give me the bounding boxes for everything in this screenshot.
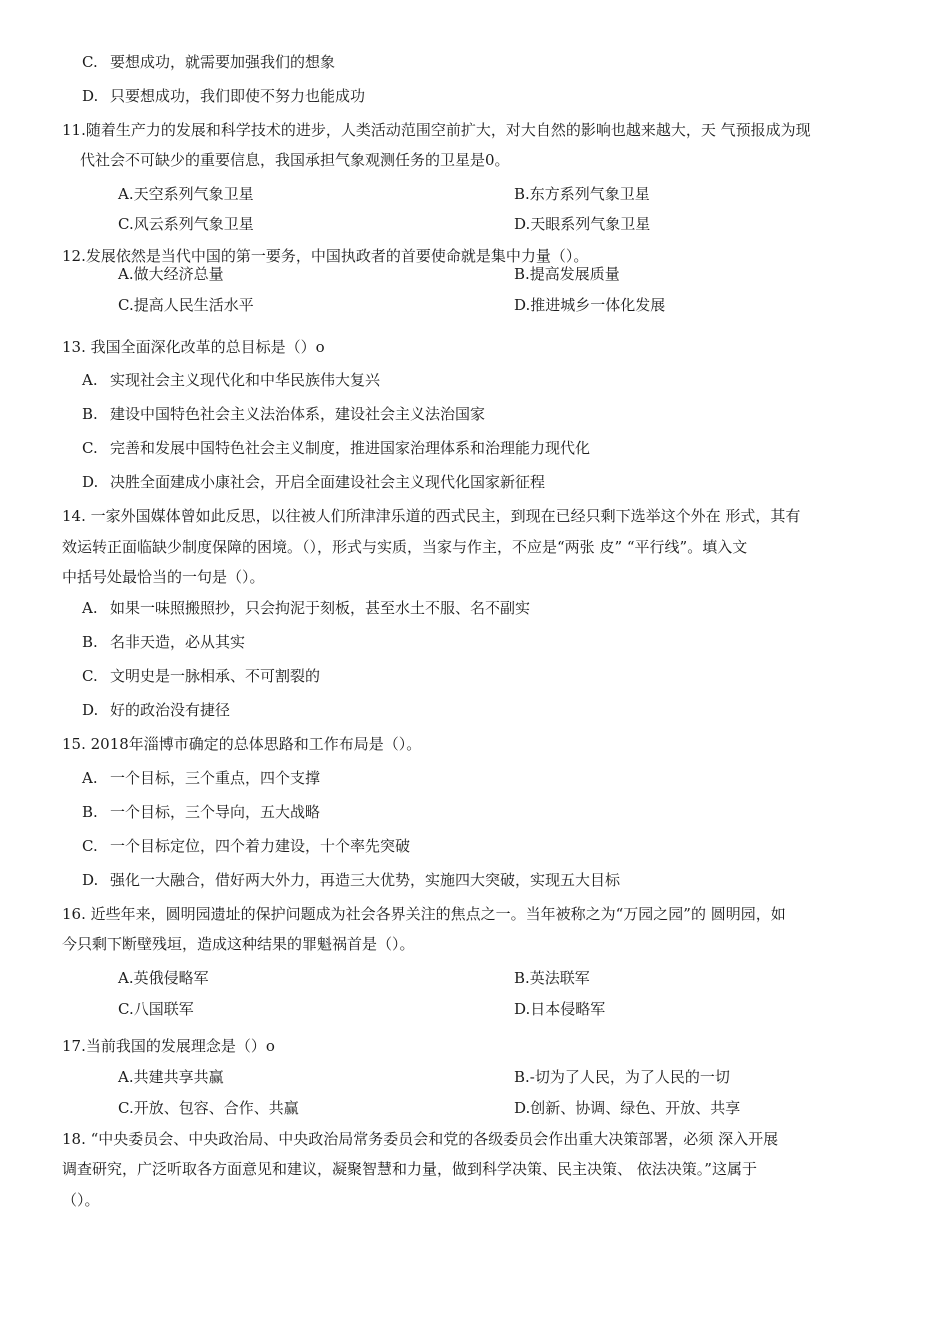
q14-stem-line3: 中括号处最恰当的一句是（）。 xyxy=(62,568,265,586)
q17-option-d: D.创新、协调、绿色、开放、共享 xyxy=(514,1099,741,1117)
q14-option-c xyxy=(82,666,320,686)
q11-option-d: D.天眼系列气象卫星 xyxy=(514,215,651,233)
option-label: D. xyxy=(82,473,99,491)
option-text: 完善和发展中国特色社会主义制度，推进国家治理体系和治理能力现代化 xyxy=(110,439,591,457)
option-text: 好的政治没有捷径 xyxy=(110,701,231,719)
option-label: C. xyxy=(82,667,98,685)
q11-stem-line1: 11.随着生产力的发展和科学技术的进步，人类活动范围空前扩大，对大自然的影响也越来越大，天 气预报成为现 xyxy=(62,121,811,139)
q14-option-a xyxy=(82,598,530,618)
q15-stem: 15. 2018年淄博市确定的总体思路和工作布局是（）。 xyxy=(62,735,422,753)
option-label: D. xyxy=(82,871,99,889)
q12-option-a: A.做大经济总量 xyxy=(118,265,224,283)
option-text: 如果一味照搬照抄，只会拘泥于刻板，甚至水土不服、名不副实 xyxy=(110,599,531,617)
option-text: 只要想成功，我们即使不努力也能成功 xyxy=(110,87,366,105)
option-label: C. xyxy=(82,53,98,71)
q15-option-b xyxy=(82,802,320,822)
option-text: 实现社会主义现代化和中华民族伟大复兴 xyxy=(110,371,381,389)
q11-option-b: B.东方系列气象卫星 xyxy=(514,185,650,203)
q15-option-a xyxy=(82,768,320,788)
option-text: 要想成功，就需要加强我们的想象 xyxy=(110,53,336,71)
option-text: 一个目标定位，四个着力建设，十个率先突破 xyxy=(110,837,411,855)
q18-stem-line3: （）。 xyxy=(62,1191,100,1209)
option-label: B. xyxy=(82,633,98,651)
option-label: A. xyxy=(82,599,98,617)
q12-option-c: C.提高人民生活水平 xyxy=(118,296,254,314)
q17-option-c: C.开放、包容、合作、共赢 xyxy=(118,1099,299,1117)
q11-option-c: C.风云系列气象卫星 xyxy=(118,215,254,233)
q13-option-d xyxy=(82,472,545,492)
q14-stem-line1: 14. 一家外国媒体曾如此反思，以往被人们所津津乐道的西式民主，到现在已经只剩下选举这个外在 形式，其有 xyxy=(62,507,801,525)
q11-option-a: A.天空系列气象卫星 xyxy=(118,185,254,203)
option-label: C. xyxy=(82,439,98,457)
q10-option-d xyxy=(82,86,365,106)
option-label: C. xyxy=(82,837,98,855)
q16-stem-line2: 今只剩下断壁残垣，造成这种结果的罪魁祸首是（）。 xyxy=(62,935,415,953)
q13-option-a xyxy=(82,370,380,390)
option-text: 一个目标，三个重点，四个支撑 xyxy=(110,769,321,787)
option-text: 一个目标，三个导向，五大战略 xyxy=(110,803,321,821)
q13-stem: 13. 我国全面深化改革的总目标是（）o xyxy=(62,338,325,356)
q18-stem-line2: 调查研究，广泛听取各方面意见和建议，凝聚智慧和力量，做到科学决策、民主决策、 依法决策。”这属于 xyxy=(62,1160,757,1178)
q14-option-d xyxy=(82,700,230,720)
q10-option-c xyxy=(82,52,335,72)
option-text: 名非天造，必从其实 xyxy=(110,633,246,651)
q15-option-d xyxy=(82,870,620,890)
q18-stem-line1: 18. “中央委员会、中央政治局、中央政治局常务委员会和党的各级委员会作出重大决策部署，必须 深入开展 xyxy=(62,1130,779,1148)
q16-option-c: C.八国联军 xyxy=(118,1000,194,1018)
option-label: A. xyxy=(82,769,98,787)
q12-option-d: D.推进城乡一体化发展 xyxy=(514,296,666,314)
option-text: 建设中国特色社会主义法治体系，建设社会主义法治国家 xyxy=(110,405,486,423)
q12-option-b: B.提高发展质量 xyxy=(514,265,620,283)
q16-option-d: D.日本侵略军 xyxy=(514,1000,606,1018)
option-label: B. xyxy=(82,803,98,821)
q13-option-c xyxy=(82,438,590,458)
option-label: D. xyxy=(82,701,99,719)
q16-option-a: A.英俄侵略军 xyxy=(118,969,209,987)
q17-option-a: A.共建共享共赢 xyxy=(118,1068,224,1086)
q11-stem-line2: 代社会不可缺少的重要信息，我国承担气象观测任务的卫星是0。 xyxy=(80,151,510,169)
option-text: 决胜全面建成小康社会，开启全面建设社会主义现代化国家新征程 xyxy=(110,473,546,491)
option-label: A. xyxy=(82,371,98,389)
q16-stem-line1: 16. 近些年来，圆明园遗址的保护问题成为社会各界关注的焦点之一。当年被称之为“万园之园”的 圆明园，如 xyxy=(62,905,786,923)
option-label: D. xyxy=(82,87,99,105)
q16-option-b: B.英法联军 xyxy=(514,969,590,987)
q14-stem-line2: 效运转正面临缺少制度保障的困境。（），形式与实质，当家与作主，不应是“两张 皮” “平行线”。填入文 xyxy=(62,538,748,556)
option-label: B. xyxy=(82,405,98,423)
q14-option-b xyxy=(82,632,245,652)
q17-stem: 17.当前我国的发展理念是（）o xyxy=(62,1037,275,1055)
option-text: 强化一大融合，借好两大外力，再造三大优势，实施四大突破，实现五大目标 xyxy=(110,871,621,889)
q17-option-b: B.-切为了人民，为了人民的一切 xyxy=(514,1068,730,1086)
q15-option-c xyxy=(82,836,410,856)
q12-stem: 12.发展依然是当代中国的第一要务，中国执政者的首要使命就是集中力量（）。 xyxy=(62,247,589,265)
q13-option-b xyxy=(82,404,485,424)
option-text: 文明史是一脉相承、不可割裂的 xyxy=(110,667,321,685)
